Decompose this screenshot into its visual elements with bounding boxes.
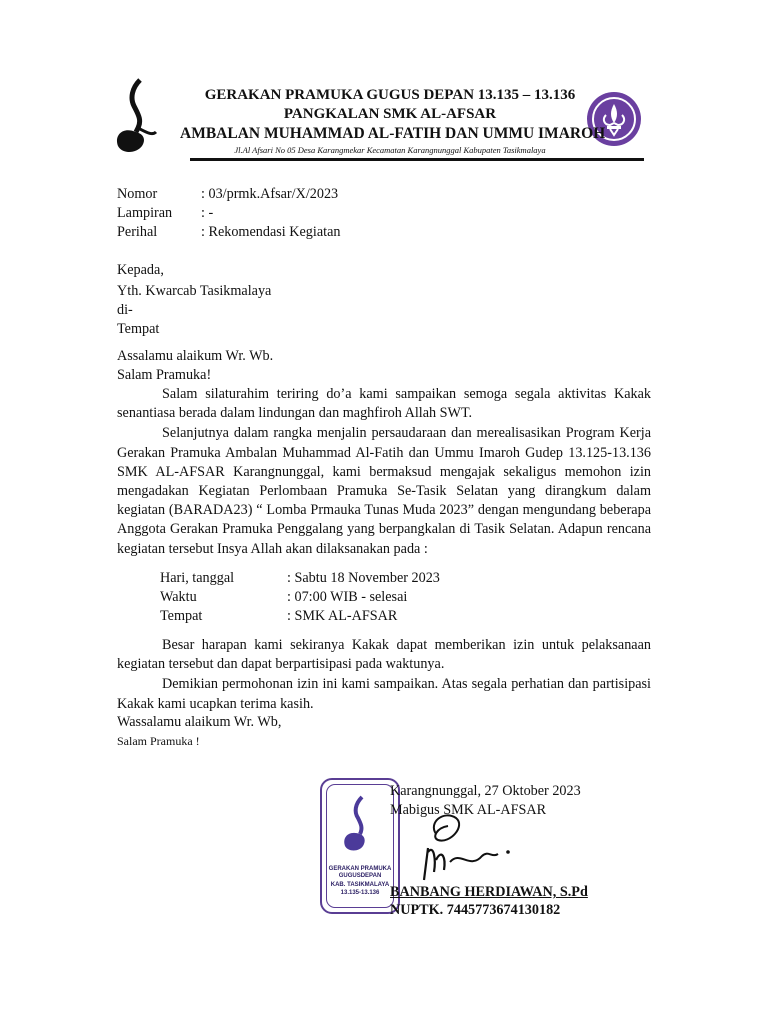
letterhead-line-2: PANGKALAN SMK AL-AFSAR [283,106,497,122]
event-label-date: Hari, tanggal [160,570,235,586]
letterhead-address: Jl.Al Afsari No 05 Desa Karangmekar Kecamatan Karangnunggal Kabupaten Tasikmalaya [234,145,546,155]
stamp-line-3: KAB. TASIKMALAYA [330,882,390,888]
closing-wassalam: Wassalamu alaikum Wr. Wb, [117,714,282,730]
paragraph-2: Selanjutnya dalam rangka menjalin persaudaraan dan merealisasikan Program Kerja Gerakan Pramuka Ambalan Muhammad Al-Fatih dan Ummu Imaroh Gudep 13.125-13.136 SMK AL-AFSAR Karangnunggal, kami bermaksud mengajak sekaligus memohon izin mengadakan Kegiatan Perlombaan Pramuka Se-Tasik Selatan yang dirangkum dalam kegiatan (BARADA23) “ Lomba Prmauka Tunas Muda 2023” dengan mengundang beberapa Anggota Gerakan Pramuka Penggalang yang berpangkalan di Tasik Selatan. Adapun rencana kegiatan tersebut Insya Allah akan dilaksanakan pada : [117,425,651,557]
meta-value-perihal: : Rekomendasi Kegiatan [201,224,341,240]
official-stamp [320,778,400,914]
signature-nuptk: NUPTK. 7445773674130182 [390,902,561,918]
greeting-line-1: Assalamu alaikum Wr. Wb. [117,348,274,364]
letterhead-line-3: AMBALAN MUHAMMAD AL-FATIH DAN UMMU IMAROH [180,125,606,142]
event-label-place: Tempat [160,608,203,624]
meta-label-perihal: Perihal [117,224,158,240]
stamp-tunas-logo [340,794,378,854]
signature-role: Mabigus SMK AL-AFSAR [390,802,547,818]
closing-salam-pramuka: Salam Pramuka ! [117,734,200,748]
closing-paragraphs [117,636,651,714]
pramuka-tunas-logo [112,76,162,154]
body-paragraphs [117,385,651,559]
paragraph-1: Salam silaturahim teriring do’a kami sampaikan semoga segala aktivitas Kakak senantiasa berada dalam lindungan dan maghfiroh Allah SWT. [117,386,651,422]
event-value-date: : Sabtu 18 November 2023 [287,570,440,586]
meta-value-nomor: : 03/prmk.Afsar/X/2023 [201,186,339,202]
signature-place-date: Karangnunggal, 27 Oktober 2023 [390,783,581,799]
event-label-time: Waktu [160,589,197,605]
closing-paragraph-1: Besar harapan kami sekiranya Kakak dapat memberikan izin untuk pelaksanaan kegiatan tersebut dan dapat berpartisipasi pada waktunya. [117,637,651,673]
handwritten-signature [410,800,530,890]
closing-paragraph-2: Demikian permohonan izin ini kami sampaikan. Atas segala perhatian dan partisipasi Kakak kami ucapkan terima kasih. [117,676,651,712]
event-value-place: : SMK AL-AFSAR [287,608,398,624]
event-value-time: : 07:00 WIB - selesai [287,589,408,605]
recipient-line-1: Kepada, [117,262,164,278]
stamp-line-4: 13.135-13.136 [340,890,380,896]
greeting-line-2: Salam Pramuka! [117,367,212,383]
recipient-line-2: Yth. Kwarcab Tasikmalaya [117,283,272,299]
stamp-line-1: GERAKAN PRAMUKA [328,866,392,872]
stamp-line-2: GUGUSDEPAN [338,873,382,879]
letterhead-rule [190,158,644,161]
recipient-line-4: Tempat [117,321,160,337]
recipient-line-3: di- [117,302,133,318]
meta-label-nomor: Nomor [117,186,158,202]
meta-label-lampiran: Lampiran [117,205,173,221]
meta-value-lampiran: : - [201,205,214,221]
signature-name: BANBANG HERDIAWAN, S.Pd [390,884,588,900]
letterhead-line-1: GERAKAN PRAMUKA GUGUS DEPAN 13.135 – 13.136 [204,87,576,103]
